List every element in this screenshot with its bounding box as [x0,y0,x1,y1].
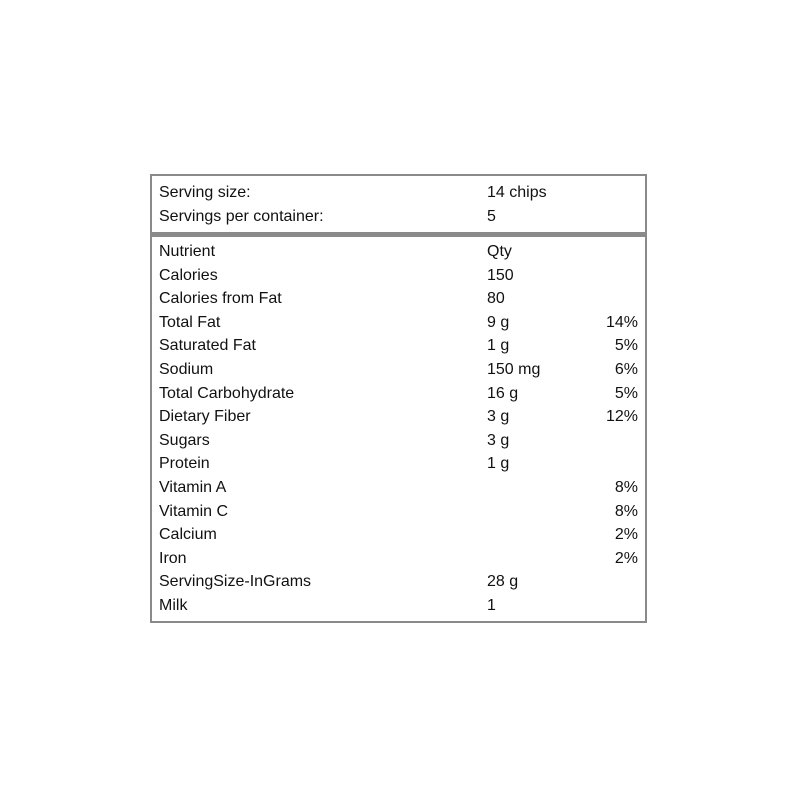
nutrient-qty: 1 g [487,337,510,355]
nutrient-name: Calcium [159,526,217,544]
nutrient-name: Total Fat [159,313,221,331]
nutrient-name: Dietary Fiber [159,408,251,426]
table-row [152,502,645,526]
nutrient-qty: 150 [487,266,514,284]
nutrient-name: Protein [159,455,210,473]
nutrient-qty: 150 mg [487,361,541,378]
nutrient-name: ServingSize-InGrams [159,573,312,591]
nutrient-name: Sugars [159,431,210,449]
nutrient-name: Calories [159,266,218,284]
nutrient-qty: 3 g [487,408,510,426]
serving-size-value: 14 chips [487,184,547,201]
nutrient-daily-value: 2% [614,549,638,567]
nutrient-daily-value: 5% [614,337,638,355]
nutrient-name: Sodium [159,361,214,378]
table-row [152,596,645,620]
nutrient-daily-value: 6% [614,361,638,378]
serving-size-label: Serving size: [159,184,251,201]
table-row [152,289,645,313]
servings-per-container-value: 5 [487,208,496,225]
serving-info [152,176,645,232]
nutrient-name: Milk [159,597,188,614]
table-row [152,384,645,408]
nutrient-qty: 28 g [487,573,519,591]
nutrient-name: Total Carbohydrate [159,384,295,402]
nutrient-name: Saturated Fat [159,337,256,355]
nutrient-qty: 80 [487,290,505,308]
table-row [152,478,645,502]
nutrient-daily-value: 5% [614,384,638,402]
table-row [152,454,645,478]
table-row [152,572,645,596]
nutrient-name: Calories from Fat [159,290,282,308]
servings-per-container-label: Servings per container: [159,208,324,225]
column-header-nutrient: Nutrient [159,243,216,260]
nutrient-daily-value: 14% [605,313,638,331]
table-header-row [152,242,645,266]
table-row [152,336,645,360]
table-row [152,407,645,431]
table-row [152,313,645,337]
nutrient-daily-value: 8% [614,479,638,496]
table-row [152,549,645,573]
column-header-qty: Qty [487,243,512,260]
nutrient-qty: 9 g [487,313,510,331]
nutrient-name: Iron [159,549,187,567]
nutrient-qty: 16 g [487,384,519,402]
nutrient-daily-value: 12% [605,408,638,426]
nutrition-panel [150,174,647,623]
nutrient-name: Vitamin A [159,479,227,496]
nutrient-qty: 1 g [487,455,510,473]
nutrient-qty: 1 [487,597,496,614]
nutrient-daily-value: 2% [614,526,638,544]
table-row [152,431,645,455]
table-row [152,360,645,384]
nutrient-qty: 3 g [487,431,510,449]
section-divider [152,232,645,237]
serving-size-row [152,183,645,207]
nutrient-daily-value: 8% [614,502,638,520]
table-row [152,525,645,549]
table-row [152,266,645,290]
nutrient-name: Vitamin C [159,502,229,520]
servings-per-container-row [152,207,645,231]
